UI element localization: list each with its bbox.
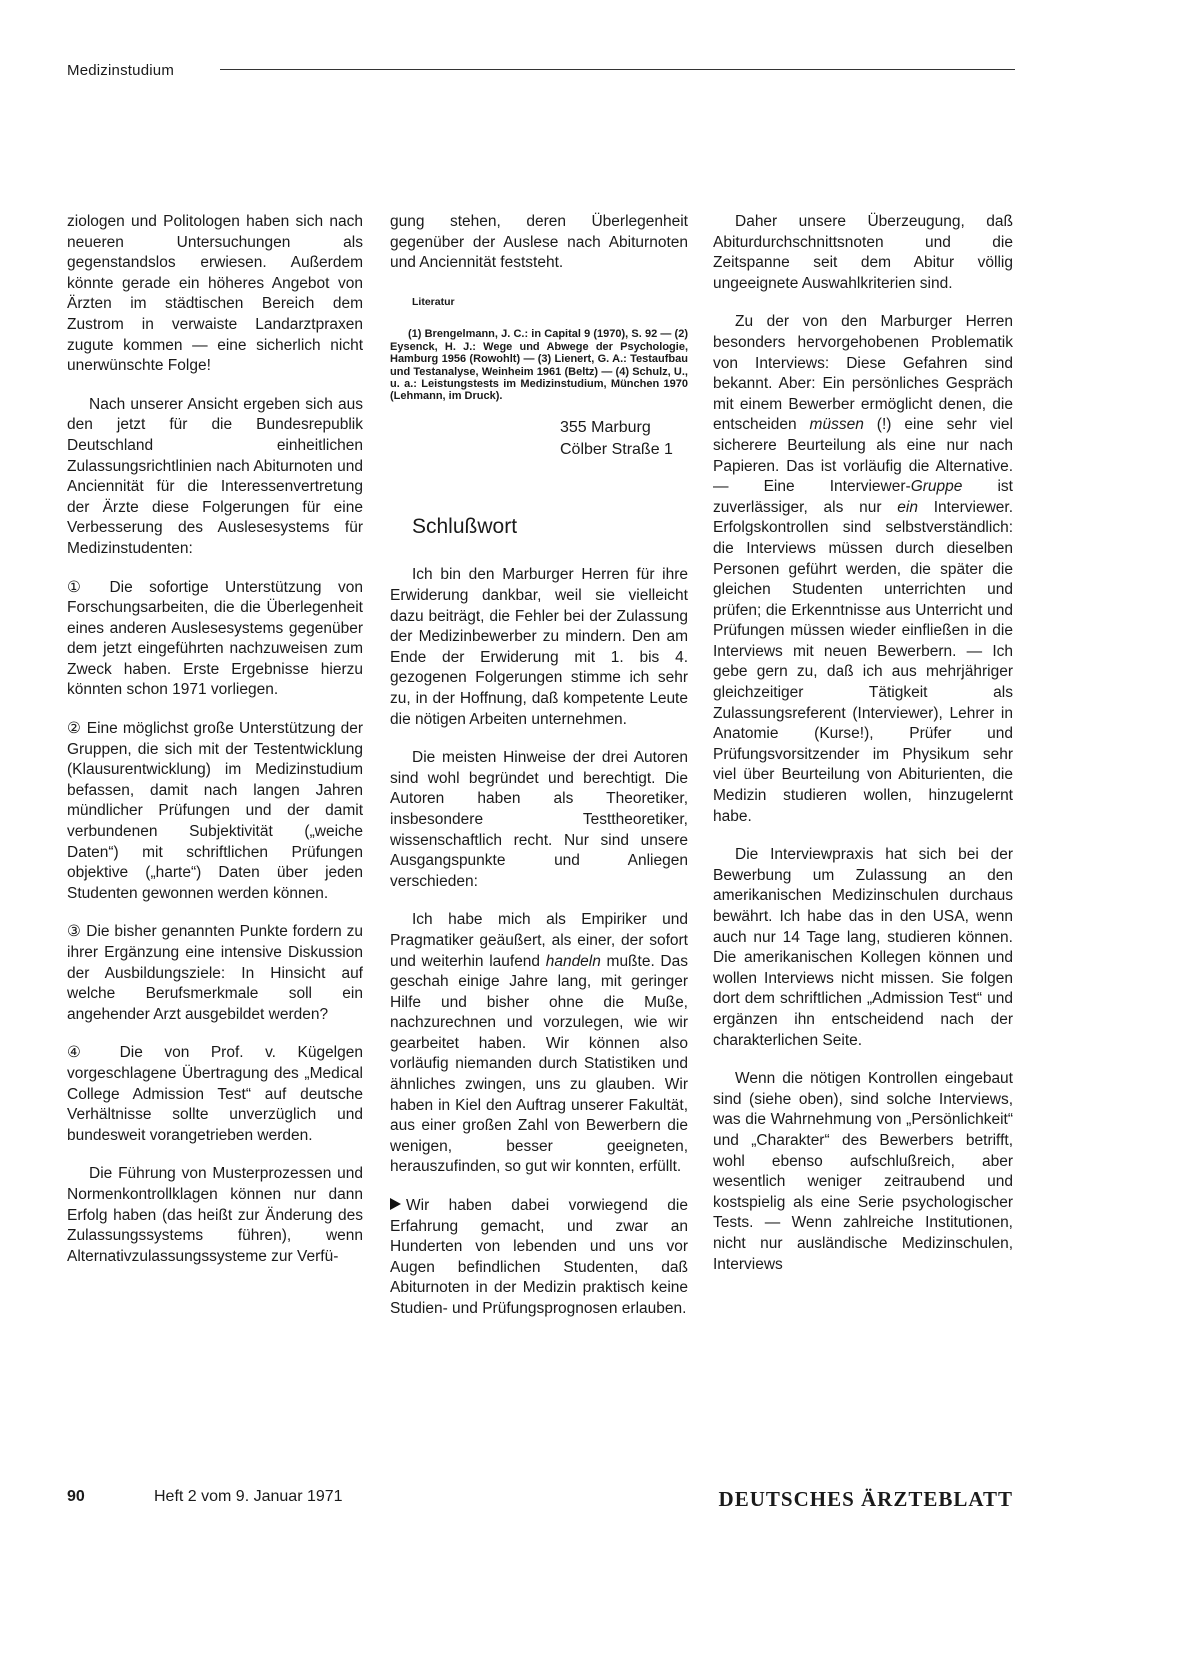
emphasis: müssen bbox=[809, 416, 864, 434]
page-header bbox=[0, 0, 1100, 100]
paragraph: gung stehen, deren Überlegenheit gegenüber der Auslese nach Abiturnoten und Anciennität feststeht. bbox=[390, 213, 688, 272]
page-number: 90 bbox=[67, 1488, 85, 1505]
paragraph: ziologen und Politologen haben sich nach neueren Untersuchungen als gegenstandslos erwiesen. Außerdem könnte gerade ein höheres Angebot von Ärzten im städtischen Bereich dem Zustrom in verwaiste Landarztpraxen zugute kommen — eine sicherlich nicht unerwünschte Folge! bbox=[67, 213, 363, 375]
column-2 bbox=[390, 212, 688, 1338]
address-city: 355 Marburg bbox=[560, 418, 651, 436]
text-segment: ist zuverlässiger, als nur bbox=[713, 478, 1013, 516]
arrow-right-icon bbox=[390, 1198, 401, 1210]
text-segment: (!) eine sehr viel sicherere Beurteilung als eine nur nach Papieren. Das ist vorläufig die Alternative. — Eine Interviewer- bbox=[713, 416, 1013, 496]
journal-name: DEUTSCHES ÄRZTEBLATT bbox=[718, 1487, 1013, 1511]
paragraph: Die meisten Hinweise der drei Autoren sind wohl begründet und berechtigt. Die Autoren haben als Theoretiker, insbesondere Testtheoretiker, wissenschaftlich recht. Nur sind unsere Ausgangspunkte und Anliegen verschieden: bbox=[390, 749, 688, 890]
issue-info: Heft 2 vom 9. Januar 1971 bbox=[154, 1488, 343, 1505]
paragraph: Die Interviewpraxis hat sich bei der Bewerbung um Zulassung an den amerikanischen Medizinschulen durchaus bewährt. Ich habe das in den USA, wenn auch nur 14 Tage lang, studieren können. Die amerikanischen Kollegen können und wollen Interviews nicht missen. Sie folgen dort dem schriftlichen „Admission Test“ und ergänzen ihn entscheidend nach der charakterlichen Seite. bbox=[713, 846, 1013, 1049]
list-item: ① Die sofortige Unterstützung von Forschungsarbeiten, die die Überlegenheit eines anderen Auslesesystems gegenüber dem jetzt eingeführten nachzuweisen zum Zweck haben. Erste Ergebnisse hierzu könnten schon 1971 vorliegen. bbox=[67, 578, 363, 699]
section-label: Medizinstudium bbox=[67, 62, 175, 79]
paragraph: Die Führung von Musterprozessen und Normenkontrollklagen können nur dann Erfolg haben (das heißt zur Änderung des Zulassungssystems führen), wenn Alternativzulassungssysteme zur Verfü- bbox=[67, 1165, 363, 1265]
list-item: ③ Die bisher genannten Punkte fordern zu ihrer Ergänzung eine intensive Diskussion der Ausbildungsziele: In Hinsicht auf welche Berufsmerkmale soll ein angehender Arzt ausgebildet werden? bbox=[67, 923, 363, 1023]
paragraph bbox=[390, 1196, 688, 1320]
literature-list: (1) Brengelmann, J. C.: in Capital 9 (1970), S. 92 — (2) Eysenck, H. J.: Wege und Abwege der Psychologie, Hamburg 1956 (Rowohlt) — (3) Lienert, G. A.: Testaufbau und Testanalyse, Weinheim 1961 (Beltz) — (4) Schulz, U., u. a.: Leistungstests im Medizinstudium, München 1970 (Lehmann, im Druck). bbox=[390, 328, 688, 403]
text-segment: Ich habe mich als Empiriker und Pragmatiker geäußert, als einer, der sofort und weiterhin laufend bbox=[390, 911, 688, 970]
text-segment: mußte. Das geschah einige Jahre lang, mit geringer Hilfe und bisher ohne die Muße, nachzurechnen und vorzulegen, wie wir gearbeitet haben. Wir können also vorläufig niemanden durch Statistiken und ähnliches zwingen, uns zu glauben. Wir haben in Kiel den Auftrag unserer Fakultät, aus einer großen Zahl von Bewerbern die wenigen, besser geeigneten, herauszufinden, so gut wir konnten, erfüllt. bbox=[390, 952, 688, 1176]
column-3 bbox=[713, 212, 1013, 1293]
text-segment: Wir haben dabei vorwiegend die Erfahrung gemacht, und zwar an Hunderten von lebenden und uns vor Augen befindlichen Studenten, daß Abiturnoten in der Medizin praktisch keine Studien- und Prüfungsprognosen erlauben. bbox=[390, 1197, 688, 1317]
section-heading: Schlußwort bbox=[412, 514, 518, 538]
emphasis: Gruppe bbox=[910, 478, 963, 496]
column-1 bbox=[67, 212, 363, 1285]
author-address bbox=[560, 417, 688, 461]
literature-heading: Literatur bbox=[412, 295, 455, 308]
page-footer bbox=[0, 1470, 1100, 1510]
paragraph: Ich bin den Marburger Herren für ihre Erwiderung dankbar, weil sie vielleicht dazu beiträgt, die Fehler bei der Zulassung der Medizinbewerber zu mindern. Den am Ende der Erwiderung mit 1. bis 4. gezogenen Folgerungen stimme ich sehr zu, in der Hoffnung, daß kompetente Leute die nötigen Arbeiten unternehmen. bbox=[390, 566, 688, 728]
emphasis: handeln bbox=[545, 952, 601, 970]
paragraph: Wenn die nötigen Kontrollen eingebaut sind (siehe oben), sind solche Interviews, was die Wahrnehmung von „Persönlichkeit“ und „Charakter“ des Bewerbers betrifft, wohl ebenso aufschlußreich, aber wesentlich weniger zeitraubend und kostspielig als eine Serie psychologischer Tests. — Wenn zahlreiche Institutionen, nicht nur ausländische Medizinschulen, Interviews bbox=[713, 1070, 1013, 1273]
paragraph bbox=[713, 312, 1013, 827]
paragraph bbox=[390, 910, 688, 1178]
paragraph: Nach unserer Ansicht ergeben sich aus den jetzt für die Bundesrepublik Deutschland einheitlichen Zulassungsrichtlinien nach Abiturnoten und Anciennität für die Interessenvertretung der Ärzte diese Folgerungen für eine Verbesserung des Auslesesystems für Medizinstudenten: bbox=[67, 395, 363, 557]
emphasis: ein bbox=[897, 498, 918, 516]
header-rule bbox=[220, 69, 1015, 70]
list-item: ② Eine möglichst große Unterstützung der Gruppen, die sich mit der Testentwicklung (Klausurentwicklung) im Medizinstudium befassen, damit nach langen Jahren mündlicher Prüfungen und der damit verbundenen Subjektivität („weiche Daten“) mit schriftlichen Prüfungen objektive („harte“) Daten über jeden Studenten gewonnen werden können. bbox=[67, 720, 363, 902]
address-street: Cölber Straße 1 bbox=[560, 440, 673, 458]
text-segment: Interviewer. Erfolgskontrollen sind selbstverständlich: die Interviews müssen durch dieselben Personen geführt werden, die später die gleichen Studenten unterrichten und prüfen; die Erkenntnisse aus Unterricht und Prüfungen müssen wieder einfließen in die Interviews mit neuen Bewerbern. — Ich gebe gern zu, daß ich aus mehrjähriger gleichzeitiger Tätigkeit als Zulassungsreferent (Interviewer), Lehrer in Anatomie (Kurse!), Prüfer und Prüfungsvorsitzender im Physikum sehr viel über Beurteilung von Abiturienten, die Medizin studieren wollen, hinzugelernt habe. bbox=[713, 498, 1014, 825]
paragraph: Daher unsere Überzeugung, daß Abiturdurchschnittsnoten und die Zeitspanne seit dem Abitur völlig ungeeignete Auswahlkriterien sind. bbox=[713, 213, 1013, 292]
text-segment: Zu der von den Marburger Herren besonders hervorgehobenen Problematik von Interviews: Diese Gefahren sind bekannt. Aber: Ein persönliches Gespräch mit einem Bewerber ermöglicht denen, die entscheiden bbox=[713, 313, 1013, 434]
list-item: ④ Die von Prof. v. Kügelgen vorgeschlagene Übertragung des „Medical College Admission Test“ auf deutsche Verhältnisse sollte unverzüglich und bundesweit vorangetrieben werden. bbox=[67, 1044, 363, 1144]
